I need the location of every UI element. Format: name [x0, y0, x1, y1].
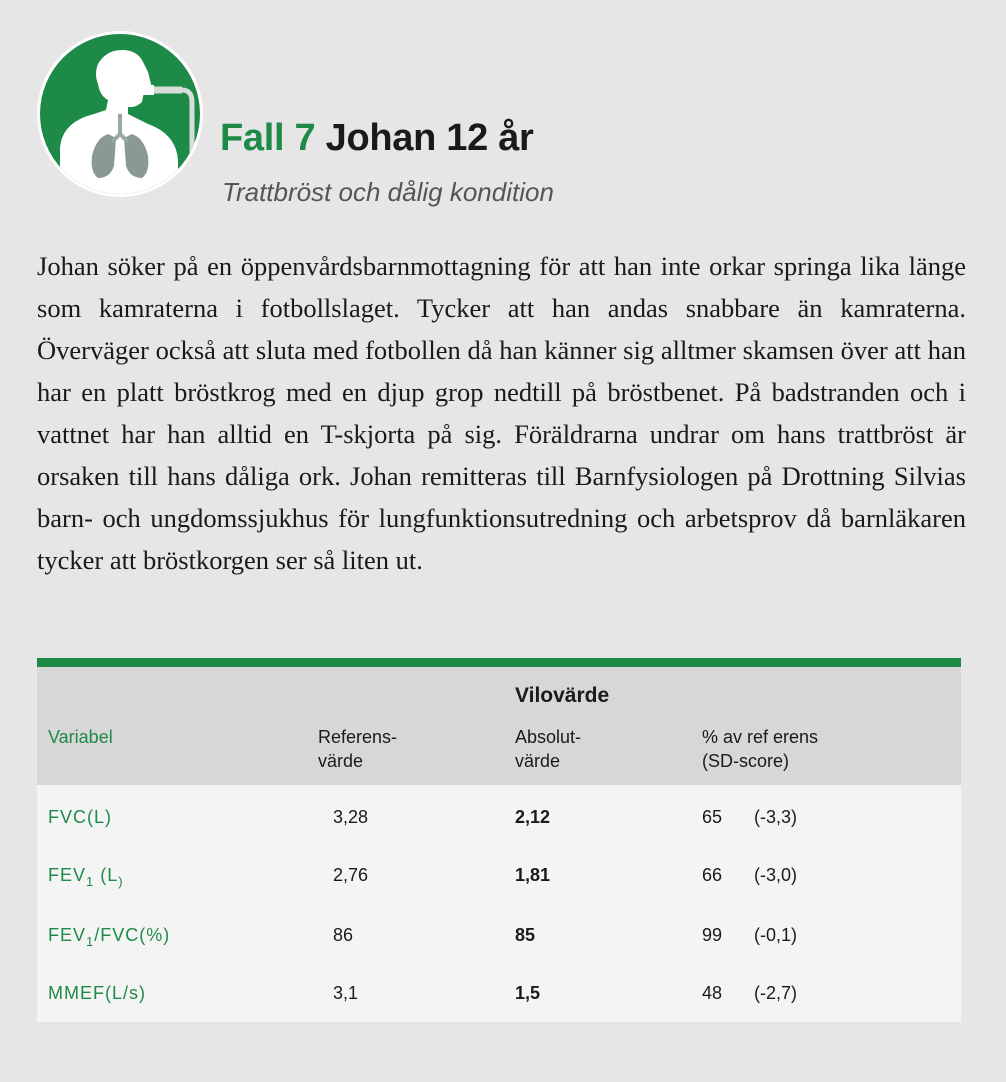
row-fev1-fvc-absolute: 85 [515, 925, 536, 945]
group-header: Vilovärde [515, 684, 610, 707]
row-fvc-reference: 3,28 [333, 807, 369, 827]
row-fev1-variable-base: FEV [48, 865, 87, 885]
row-fev1-variable [48, 863, 124, 889]
row-fev1-reference: 2,76 [333, 865, 369, 885]
row-fev1-fvc-sd: (-0,1) [754, 925, 798, 945]
row-fev1-variable-close: ) [118, 874, 124, 889]
col-header-reference-line1: Referens- [318, 727, 398, 747]
col-header-variable: Variabel [48, 727, 113, 747]
row-fev1-fvc-reference: 86 [333, 925, 354, 945]
row-fvc-percent: 65 [702, 807, 723, 827]
case-subtitle: Trattbröst och dålig kondition [222, 177, 554, 207]
row-fev1-absolute: 1,81 [515, 865, 551, 885]
row-fev1-fvc-variable [48, 923, 170, 949]
row-fev1-variable-sub: 1 [86, 874, 95, 889]
col-header-percent-line1: % av ref erens [702, 727, 819, 747]
col-header-reference [318, 725, 397, 773]
row-fev1-variable-unit: (L [94, 865, 119, 885]
col-header-percent-line2: (SD-score) [702, 751, 790, 771]
row-fev1-fvc-variable-base: FEV [48, 925, 87, 945]
row-fvc-absolute: 2,12 [515, 807, 551, 827]
col-header-absolute-line1: Absolut- [515, 727, 582, 747]
col-header-percent [702, 725, 818, 773]
row-fev1-sd: (-3,0) [754, 865, 798, 885]
col-header-reference-line2: värde [318, 751, 364, 771]
row-fev1-fvc-variable-sub: 1 [86, 934, 95, 949]
case-name: Johan 12 år [325, 117, 534, 159]
row-fev1-percent: 66 [702, 865, 723, 885]
person-lungs-spirometer-icon [36, 30, 204, 198]
case-label: Fall 7 [220, 117, 316, 159]
col-header-absolute [515, 725, 581, 773]
row-fev1-fvc-percent: 99 [702, 925, 723, 945]
case-title [220, 113, 534, 163]
col-header-absolute-line2: värde [515, 751, 561, 771]
row-mmef-reference: 3,1 [333, 983, 359, 1003]
table-top-rule [37, 658, 961, 667]
row-mmef-variable: MMEF(L/s) [48, 983, 146, 1003]
table-header [37, 667, 961, 785]
row-fvc-sd: (-3,3) [754, 807, 798, 827]
row-mmef-sd: (-2,7) [754, 983, 798, 1003]
row-fvc-variable: FVC(L) [48, 807, 112, 827]
row-fev1-fvc-variable-unit: /FVC(%) [94, 925, 171, 945]
row-mmef-absolute: 1,5 [515, 983, 541, 1003]
lung-function-table [37, 658, 961, 1022]
row-mmef-percent: 48 [702, 983, 723, 1003]
case-description: Johan söker på en öppenvårdsbarnmottagning för att han inte orkar springa lika länge som kamraterna i fotbollslaget. Tycker att han andas snabbare än kamraterna. Överväger också att sluta med fotbollen då han känner sig alltmer skamsen över att han har en platt bröstkrog med en djup grop nedtill på bröstbenet. På badstranden och i vattnet har han alltid en T-skjorta på sig. Föräldrarna undrar om hans trattbröst är orsaken till hans dåliga ork. Johan remitteras till Barnfysiologen på Drottning Silvias barn- och ungdomssjukhus för lungfunktionsutredning och arbetsprov då barnläkaren tycker att bröstkorgen ser så liten ut. [37, 251, 966, 575]
